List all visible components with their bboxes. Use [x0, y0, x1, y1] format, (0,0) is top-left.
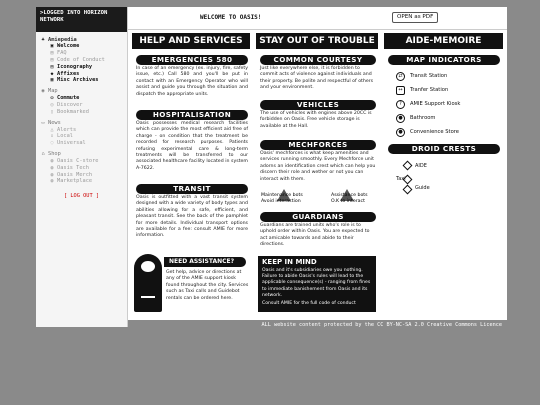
map-group — [36, 88, 127, 115]
mechforces-title: MECHFORCES — [260, 140, 376, 150]
doc-icon: ▤ — [50, 63, 54, 70]
sidebar-item-code-of-conduct[interactable]: ▤ Code of Conduct — [50, 56, 105, 63]
map-indicator-kiosk: ? AMIE Support Kiosk — [396, 98, 460, 110]
transfer-icon: ↔ — [396, 86, 405, 95]
guide-crest-label: Guide — [415, 185, 430, 191]
sidebar-item-bookmarked[interactable]: ▯ Bookmarked — [50, 108, 89, 115]
sidebar — [36, 7, 128, 327]
sidebar-item-alerts[interactable]: △ Alerts — [50, 126, 77, 133]
page-title: WELCOME TO OASIS! — [200, 14, 262, 21]
map-indicator-bathroom: ● Bathroom — [396, 112, 435, 124]
sidebar-item-welcome[interactable]: ▣ Welcome — [50, 43, 80, 50]
sidebar-item-iconography[interactable]: ▤ Iconography — [50, 63, 93, 70]
guardians-title: GUARDIANS — [260, 212, 376, 222]
sidebar-item-universal[interactable]: ◌ Universal — [50, 140, 86, 147]
vehicles-text: The use of vehicles with engines above 20CC is forbidden on Oasis. Free vehicle storage is available at the Hall. — [260, 111, 372, 129]
bookmark-icon: ▯ — [50, 108, 54, 115]
shop-heading[interactable]: ⌂ Shop — [41, 151, 61, 158]
topbar — [128, 7, 507, 30]
globe-icon: ◌ — [50, 140, 54, 147]
amie-robot-icon — [134, 254, 162, 312]
amiepedia-heading[interactable]: ♣ Amiepedia — [41, 36, 77, 43]
map-heading[interactable]: ◉ Map — [41, 88, 58, 95]
doc-icon: ▤ — [50, 56, 54, 63]
guide-crest-icon — [403, 185, 413, 195]
map-indicator-transfer: ↔ Tranfer Station — [396, 84, 448, 96]
maintenance-bots-label: Maintenance bots Avoid interaction — [261, 193, 303, 205]
assistance-text: Get help, advice or directions at any of the AMIE support kiosk found throughout the city. Services such as Taxi calls and Guidebot rentals can be ordered here. — [166, 270, 249, 301]
keep-in-mind-title: KEEP IN MIND — [262, 258, 317, 266]
taxi-crest-label: Taxi — [396, 176, 406, 182]
license-footer: ALL website content protected by the CC BY-NC-SA 2.0 Creative Commons Licence — [128, 320, 507, 330]
keep-in-mind-text: Oasis and it's subsidiaries owe you nothing. Failure to abide Oasis's rules will lead to the applicable consequence(s) - ranging from fines to immediate banishement from Oasis and its network. — [262, 268, 371, 298]
book-icon: ▣ — [50, 43, 54, 50]
map-indicator-transit: ⇄ Transit Station — [396, 70, 447, 82]
courtesy-text: Just like everywhere else, it is forbidden to commit acts of violence against individuals and their property. Be polite and respectful of others and your environment. — [260, 66, 374, 91]
doc-icon: ▤ — [50, 50, 54, 57]
aide-column-title: AIDE-MEMOIRE — [384, 33, 503, 49]
tag-icon: ◆ — [50, 70, 54, 77]
store-icon: ◍ — [50, 157, 54, 164]
bathroom-icon: ● — [396, 114, 405, 123]
map-indicator-store: ● Convenience Store — [396, 126, 459, 138]
sidebar-item-commute[interactable]: ◎ Commute — [50, 95, 80, 102]
sidebar-item-local[interactable]: ▫ Local — [50, 133, 73, 140]
archive-icon: ▦ — [50, 77, 54, 84]
shop-group — [36, 151, 127, 185]
map-indicators-title: MAP INDICATORS — [388, 55, 500, 65]
emergencies-text: In case of an emergency (ex. injury, fire, safety issue, etc.) Call 580 and you'll be put in contact with an Emergency Operator who will assist and guide you through the situation and dispatch the appropriate units. — [136, 66, 248, 97]
compass-icon: ◎ — [50, 101, 54, 108]
sidebar-item-affixes[interactable]: ◆ Affixes — [50, 70, 80, 77]
keep-in-mind-box — [258, 256, 376, 312]
store-icon: ◍ — [50, 171, 54, 178]
open-pdf-button[interactable]: OPEN as PDF — [392, 12, 438, 23]
courtesy-title: COMMON COURTESY — [260, 55, 376, 65]
compass-icon: ◎ — [50, 95, 54, 102]
sidebar-item-marketplace[interactable]: ◍ Marketplace — [50, 178, 93, 185]
assistance-bots-label: Assistance bots O.K to interact — [331, 193, 368, 205]
hospitalisation-text: Oasis possesses medical research facilities which can provide the most efficient aid free of charge - on condition that the treatment be recorded for research purposes. Patients refusing experimental care & long-term treatments will be transferred to our associated healthcare facility located in system A-7622. — [136, 121, 248, 171]
kiosk-icon: ? — [396, 100, 405, 109]
mechforces-text: Oasis' mechforces is what keep amenities and services running smoothly. Every Mechforce unit adorns an identification crest which can help you discern their role and wether or not you can interact with them. — [260, 151, 376, 182]
sidebar-item-oasis-tech[interactable]: ◍ Oasis Tech — [50, 164, 89, 171]
aide-crest-icon — [403, 161, 413, 171]
store-icon: ● — [396, 128, 405, 137]
pamphlet — [128, 30, 507, 320]
guardians-text: Guardians are trained units who's role is to uphold order within Oasis. You are expected to act amicable towards and abide to their directions. — [260, 223, 370, 248]
transit-title: TRANSIT — [136, 184, 248, 194]
droid-crests-title: DROID CRESTS — [388, 144, 500, 154]
help-column-title: HELP AND SERVICES — [132, 33, 250, 49]
sidebar-item-c-store[interactable]: ◍ Oasis C-store — [50, 157, 99, 164]
local-icon: ▫ — [50, 133, 54, 140]
assistance-title: NEED ASSISTANCE? — [164, 257, 246, 267]
aide-crest-label: AIDE — [415, 163, 427, 169]
stay-column-title: STAY OUT OF TROUBLE — [256, 33, 378, 49]
emergencies-title: EMERGENCIES 580 — [136, 55, 248, 65]
amiepedia-group — [36, 36, 127, 84]
sidebar-item-discover[interactable]: ◎ Discover — [50, 101, 83, 108]
alert-icon: △ — [50, 126, 54, 133]
store-icon: ◍ — [50, 178, 54, 185]
transit-icon: ⇄ — [396, 72, 405, 81]
sidebar-item-faq[interactable]: ▤ FAQ — [50, 50, 67, 57]
sidebar-item-oasis-merch[interactable]: ◍ Oasis Merch — [50, 171, 93, 178]
network-header: >LOGGED INTO HORIZON NETWORK — [36, 7, 127, 32]
hospitalisation-title: HOSPITALISATION — [136, 110, 248, 120]
store-icon: ◍ — [50, 164, 54, 171]
cart-icon: ⌂ — [41, 151, 45, 158]
keep-in-mind-consult: Consult AMIE for the full code of conduct — [262, 301, 356, 307]
news-heading[interactable]: ▭ News — [41, 119, 61, 126]
sidebar-item-misc-archives[interactable]: ▦ Misc Archives — [50, 77, 99, 84]
news-icon: ▭ — [41, 119, 45, 126]
news-group — [36, 119, 127, 146]
logout-button[interactable]: [ LOG OUT ] — [63, 192, 100, 199]
transit-text: Oasis is outfitted with a vast transit system designed with a wide variety of body types and abilities allowing for a safe, efficient, and pleasant transit. See the back of the pamphlet for more details. Individual transport options are available for a fee: consult AMIE for more information. — [136, 195, 248, 239]
pin-icon: ◉ — [41, 88, 45, 95]
tree-icon: ♣ — [41, 36, 45, 43]
vehicles-title: VEHICLES — [260, 100, 376, 110]
